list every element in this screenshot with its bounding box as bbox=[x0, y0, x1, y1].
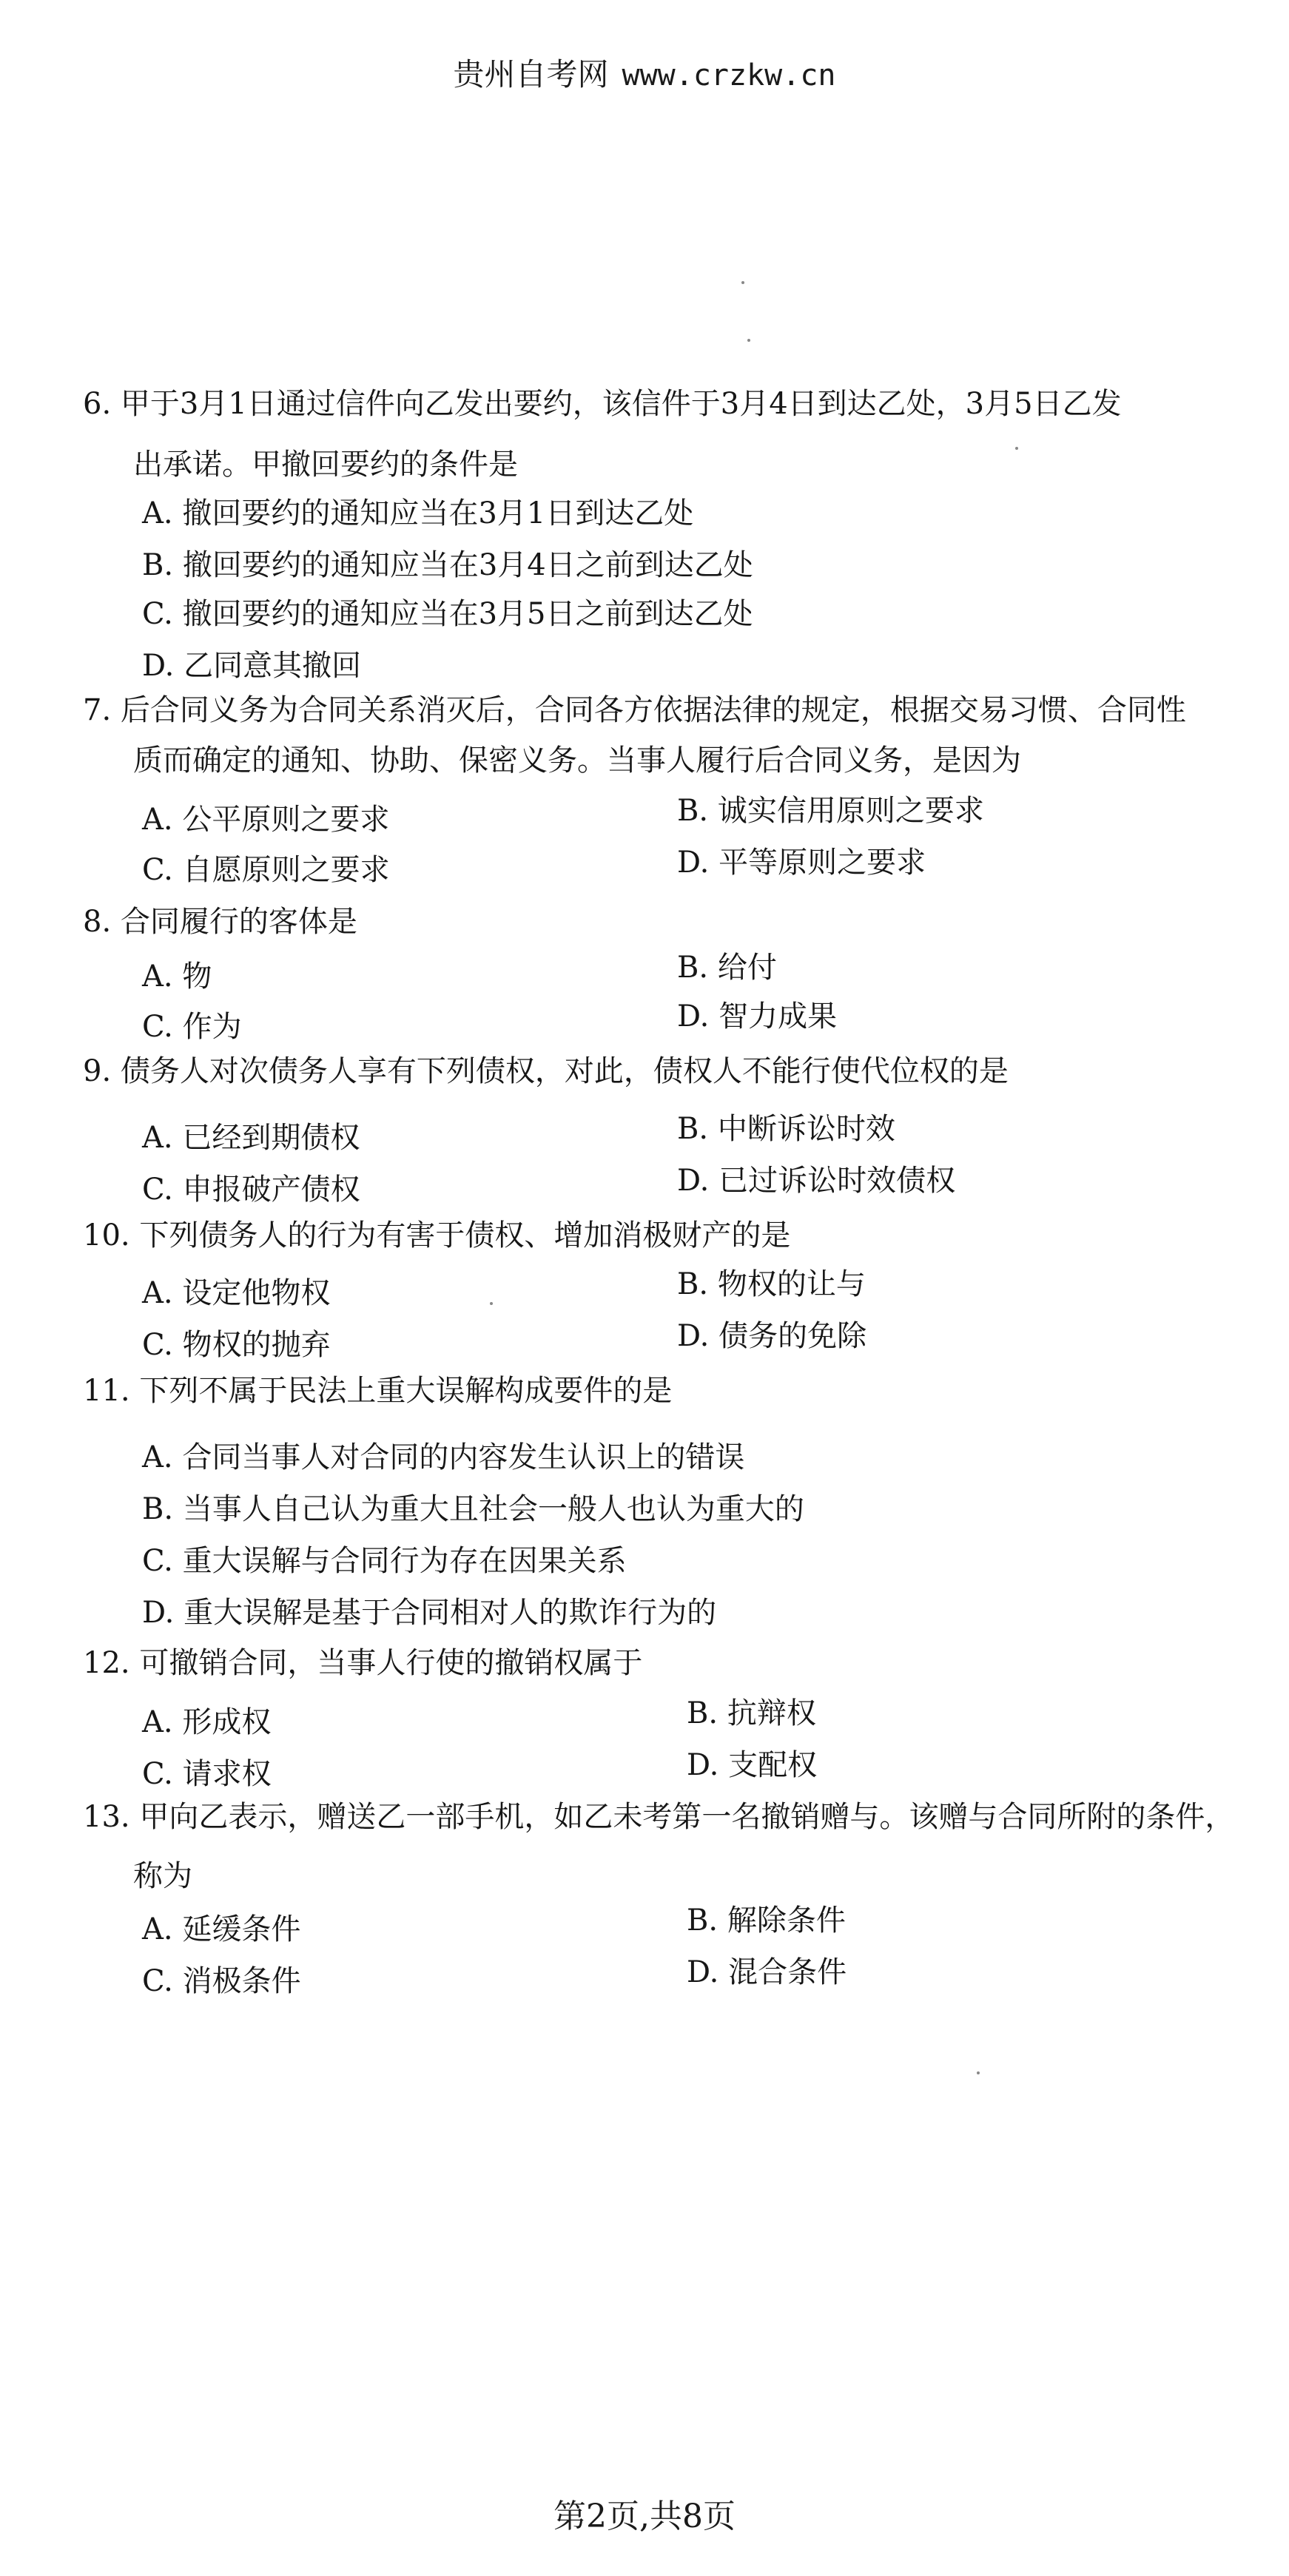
question-11-option-c: C. 重大误解与合同行为存在因果关系 bbox=[142, 1544, 627, 1578]
scan-speck bbox=[490, 1302, 493, 1305]
question-9-option-d: D. 已过诉讼时效债权 bbox=[677, 1164, 956, 1198]
scan-speck bbox=[1015, 447, 1018, 450]
question-13-stem: 13. 甲向乙表示，赠送乙一部手机，如乙未考第一名撤销赠与。该赠与合同所附的条件， bbox=[83, 1800, 1235, 1834]
question-6-option-d: D. 乙同意其撤回 bbox=[142, 649, 362, 683]
question-12-option-b: B. 抗辩权 bbox=[687, 1696, 816, 1730]
question-13-option-a: A. 延缓条件 bbox=[142, 1912, 301, 1946]
question-7-option-c: C. 自愿原则之要求 bbox=[142, 853, 390, 887]
question-11-option-a: A. 合同当事人对合同的内容发生认识上的错误 bbox=[142, 1440, 745, 1474]
scan-speck bbox=[747, 339, 750, 342]
question-6-option-c: C. 撤回要约的通知应当在3月5日之前到达乙处 bbox=[142, 597, 753, 631]
question-8-option-d: D. 智力成果 bbox=[677, 999, 838, 1034]
question-6-stem-cont: 出承诺。甲撤回要约的条件是 bbox=[133, 448, 518, 482]
question-9-option-b: B. 中断诉讼时效 bbox=[677, 1112, 895, 1146]
question-6-option-b: B. 撤回要约的通知应当在3月4日之前到达乙处 bbox=[142, 548, 753, 582]
question-13-option-c: C. 消极条件 bbox=[142, 1964, 301, 1998]
question-8-option-b: B. 给付 bbox=[677, 951, 777, 985]
question-11-option-d: D. 重大误解是基于合同相对人的欺诈行为的 bbox=[142, 1596, 717, 1630]
question-7-stem-cont: 质而确定的通知、协助、保密义务。当事人履行后合同义务，是因为 bbox=[133, 744, 1021, 778]
question-11-option-b: B. 当事人自己认为重大且社会一般人也认为重大的 bbox=[142, 1492, 804, 1526]
question-7-option-d: D. 平等原则之要求 bbox=[677, 846, 926, 880]
question-6-option-a: A. 撤回要约的通知应当在3月1日到达乙处 bbox=[142, 496, 694, 530]
question-7-option-b: B. 诚实信用原则之要求 bbox=[677, 794, 984, 828]
question-9-stem: 9. 债务人对次债务人享有下列债权，对此，债权人不能行使代位权的是 bbox=[83, 1054, 1009, 1088]
scan-speck bbox=[741, 281, 744, 284]
question-8-option-c: C. 作为 bbox=[142, 1010, 242, 1044]
site-name: 贵州自考网 bbox=[453, 56, 609, 92]
question-10-option-d: D. 债务的免除 bbox=[677, 1319, 867, 1353]
scan-speck bbox=[977, 2071, 980, 2074]
question-13-stem-cont: 称为 bbox=[133, 1859, 192, 1893]
question-7-option-a: A. 公平原则之要求 bbox=[142, 803, 390, 837]
question-8-option-a: A. 物 bbox=[142, 960, 212, 994]
question-11-stem: 11. 下列不属于民法上重大误解构成要件的是 bbox=[83, 1374, 673, 1408]
question-13-option-b: B. 解除条件 bbox=[687, 1904, 846, 1938]
question-12-option-d: D. 支配权 bbox=[687, 1748, 818, 1782]
page-number: 第2页,共8页 bbox=[553, 2498, 736, 2535]
question-10-option-b: B. 物权的让与 bbox=[677, 1267, 866, 1301]
question-10-option-c: C. 物权的抛弃 bbox=[142, 1328, 331, 1362]
question-12-option-a: A. 形成权 bbox=[142, 1705, 272, 1739]
question-9-option-a: A. 已经到期债权 bbox=[142, 1121, 360, 1155]
site-url: www.crzkw.cn bbox=[622, 58, 836, 92]
question-12-option-c: C. 请求权 bbox=[142, 1757, 272, 1791]
question-6-stem: 6. 甲于3月1日通过信件向乙发出要约，该信件于3月4日到达乙处，3月5日乙发 bbox=[83, 387, 1122, 421]
question-12-stem: 12. 可撤销合同，当事人行使的撤销权属于 bbox=[83, 1646, 643, 1680]
question-8-stem: 8. 合同履行的客体是 bbox=[83, 905, 357, 939]
question-10-stem: 10. 下列债务人的行为有害于债权、增加消极财产的是 bbox=[83, 1218, 791, 1252]
question-10-option-a: A. 设定他物权 bbox=[142, 1276, 331, 1310]
question-7-stem: 7. 后合同义务为合同关系消灭后，合同各方依据法律的规定，根据交易习惯、合同性 bbox=[83, 693, 1186, 727]
question-13-option-d: D. 混合条件 bbox=[687, 1955, 847, 1989]
question-9-option-c: C. 申报破产债权 bbox=[142, 1173, 360, 1207]
